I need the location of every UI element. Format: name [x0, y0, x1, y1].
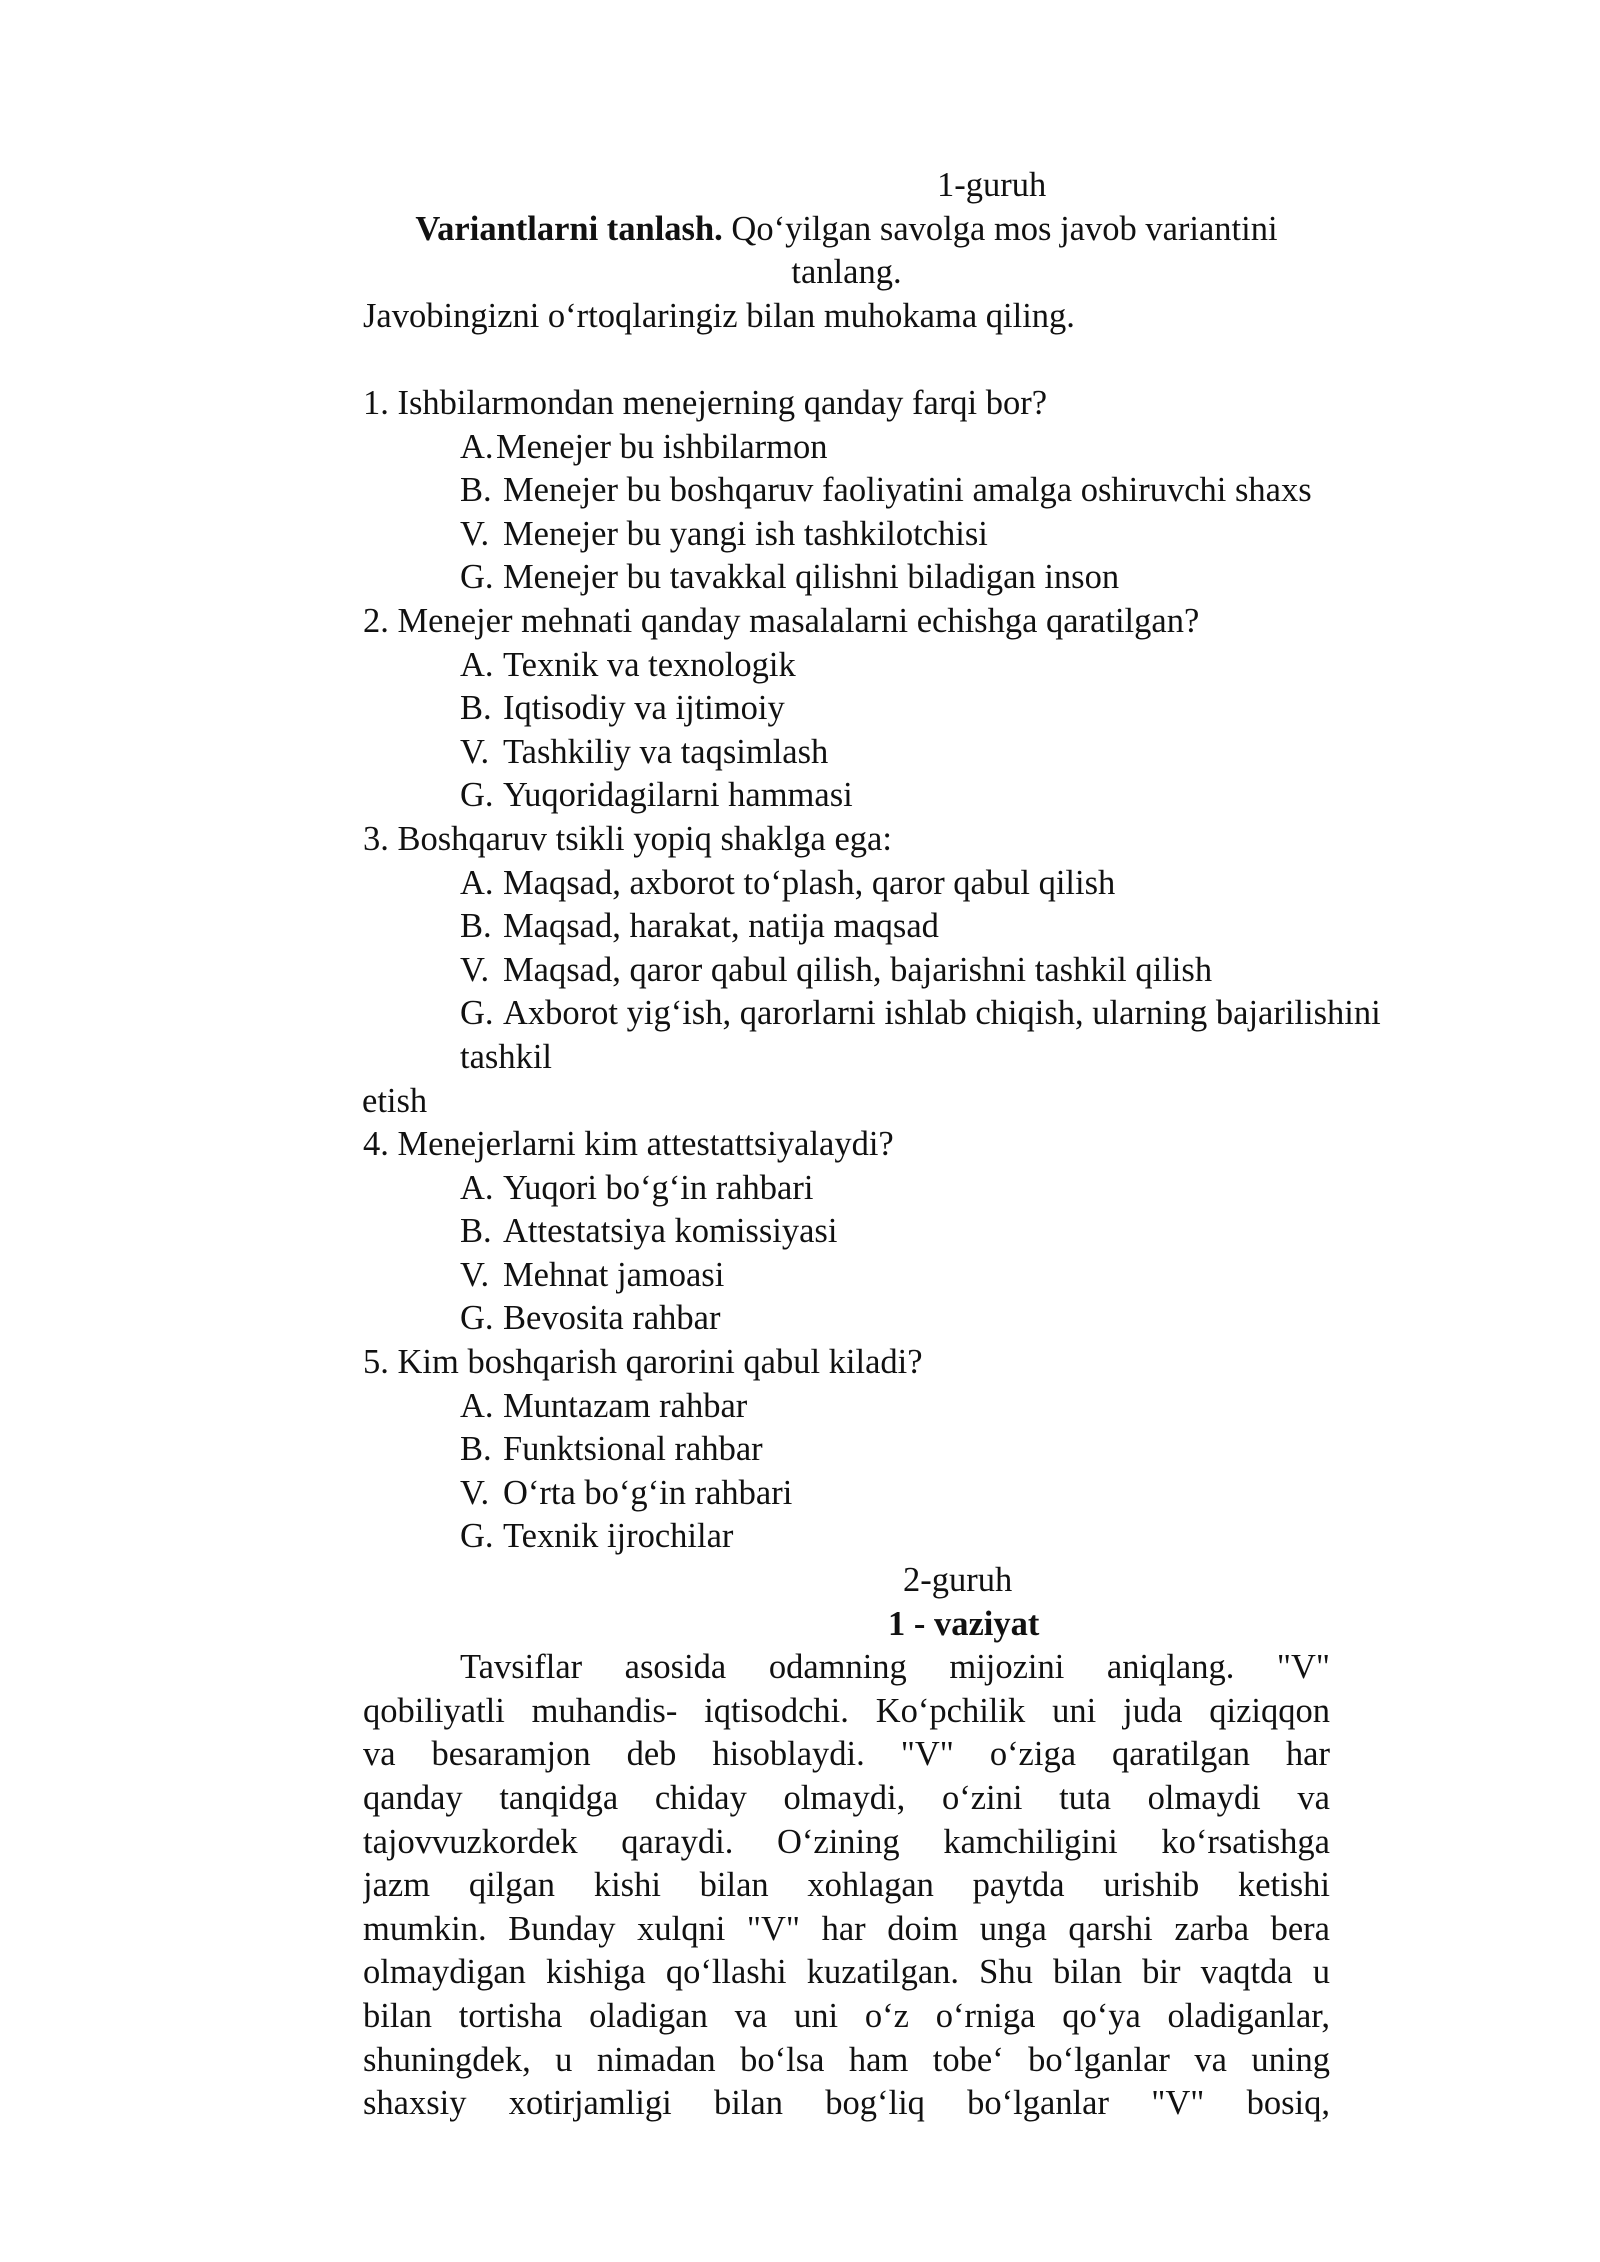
option-3v: V. Maqsad, qaror qabul qilish, bajarishni tashkil qilish — [460, 950, 1213, 989]
question-3: 3. Boshqaruv tsikli yopiq shaklga ega: — [363, 819, 892, 858]
paragraph-line-7: mumkin. Bunday xulqni "V" har doim unga qarshi zarba bera — [363, 1909, 1330, 1948]
instruction-bold: Variantlarni tanlash. — [415, 209, 723, 248]
paragraph-line-1: Tavsiflar asosida odamning mijozini aniqlang. "V" — [460, 1648, 1330, 1687]
paragraph-line-2: qobiliyatli muhandis- iqtisodchi. Ko‘pchilik uni juda qiziqqon — [363, 1691, 1330, 1730]
paragraph-line-6: jazm qilgan kishi bilan xohlagan paytda urishib ketishi — [363, 1866, 1330, 1905]
option-4b: B. Attestatsiya komissiyasi — [460, 1212, 838, 1251]
option-5b: B. Funktsional rahbar — [460, 1430, 763, 1469]
option-1b: B. Menejer bu boshqaruv faoliyatini amalga oshiruvchi shaxs — [460, 471, 1312, 510]
instruction-rest: Qo‘yilgan savolga mos javob variantini — [722, 209, 1278, 248]
group2-title: 2-guruh — [903, 1561, 1013, 1600]
option-4a: A. Yuqori bo‘g‘in rahbari — [460, 1168, 814, 1207]
option-2a: A. Texnik va texnologik — [460, 645, 796, 684]
situation-title: 1 - vaziyat — [888, 1604, 1040, 1643]
option-3g-continuation: tashkil — [460, 1037, 552, 1076]
paragraph-line-10: shuningdek, u nimadan bo‘lsa ham tobe‘ bo‘lganlar va uning — [363, 2040, 1330, 2079]
question-5: 5. Kim boshqarish qarorini qabul kiladi? — [363, 1343, 923, 1382]
questions-block — [362, 382, 1381, 2126]
option-3g: G. Axborot yig‘ish, qarorlarni ishlab chiqish, ularning bajarilishini — [460, 994, 1381, 1033]
option-5v: V. O‘rta bo‘g‘in rahbari — [460, 1473, 793, 1512]
option-5g: G. Texnik ijrochilar — [460, 1517, 734, 1556]
option-4g: G. Bevosita rahbar — [460, 1299, 721, 1338]
option-3g-continuation-flush: etish — [362, 1081, 428, 1120]
option-2g: G. Yuqoridagilarni hammasi — [460, 776, 853, 815]
group1-title: 1-guruh — [937, 166, 1047, 204]
option-1a: A. Menejer bu ishbilarmon — [460, 427, 828, 466]
paragraph-line-3: va besaramjon deb hisoblaydi. "V" o‘ziga qaratilgan har — [363, 1735, 1330, 1774]
instruction-line-3: Javobingizni o‘rtoqlaringiz bilan muhokama qiling. — [363, 296, 1075, 335]
blank-line — [363, 338, 1330, 382]
paragraph-line-8: olmaydigan kishiga qo‘llashi kuzatilgan. Shu bilan bir vaqtda u — [363, 1953, 1330, 1992]
paragraph-line-5: tajovvuzkordek qaraydi. O‘zining kamchiligini ko‘rsatishga — [363, 1822, 1330, 1861]
option-5a: A. Muntazam rahbar — [460, 1386, 748, 1425]
question-1: 1. Ishbilarmondan menejerning qanday farqi bor? — [363, 384, 1048, 422]
question-2: 2. Menejer mehnati qanday masalalarni echishga qaratilgan? — [363, 601, 1200, 640]
option-4v: V. Mehnat jamoasi — [460, 1255, 725, 1294]
instruction-line-2: tanlang. — [791, 253, 902, 292]
option-2b: B. Iqtisodiy va ijtimoiy — [460, 689, 785, 728]
question-4: 4. Menejerlarni kim attestattsiyalaydi? — [363, 1125, 894, 1164]
instruction-line — [363, 208, 1330, 252]
paragraph-line-9: bilan tortisha oladigan va uni o‘z o‘rniga qo‘ya oladiganlar, — [363, 1996, 1330, 2035]
paragraph-line-11: shaxsiy xotirjamligi bilan bog‘liq bo‘lganlar "V" bosiq, — [363, 2084, 1330, 2123]
group1-header-block — [363, 164, 1330, 382]
option-2v: V. Tashkiliy va taqsimlash — [460, 732, 829, 771]
option-3a: A. Maqsad, axborot to‘plash, qaror qabul qilish — [460, 863, 1116, 902]
option-1g: G. Menejer bu tavakkal qilishni biladigan inson — [460, 558, 1120, 597]
option-1v: V. Menejer bu yangi ish tashkilotchisi — [460, 514, 988, 553]
paragraph-line-4: qanday tanqidga chiday olmaydi, o‘zini tuta olmaydi va — [363, 1779, 1330, 1817]
option-3b: B. Maqsad, harakat, natija maqsad — [460, 907, 939, 946]
